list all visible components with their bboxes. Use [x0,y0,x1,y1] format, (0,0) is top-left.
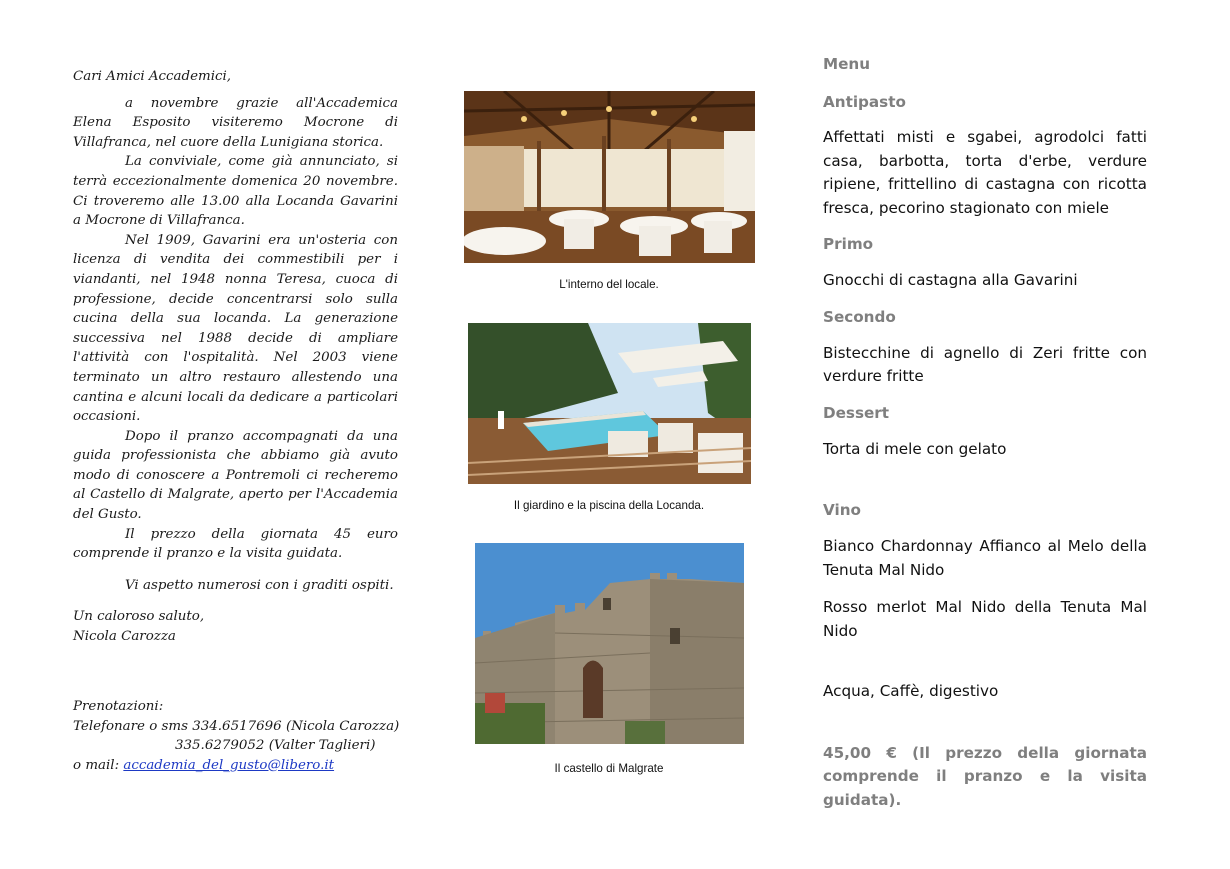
menu-heading-secondo: Secondo [823,307,896,326]
booking-title: Prenotazioni: [73,699,164,714]
letter-paragraph: Nel 1909, Gavarini era un'osteria con licenza di vendita dei commestibili per i viandanti, nel 1948 nonna Teresa, cuoca di professione, decide concentrarsi solo sulla cucina della sua locanda. La generazione successiva nel 1988 decide di ampliare l'attività con l'ospitalità. Nel 2003 viene terminato un altro restauro allestendo una cantina e alcuni locali da dedicare a particolari occasioni. [73,232,398,425]
castle-photo [475,543,744,744]
menu-column [823,53,1147,812]
letter-signoff: Un caloroso saluto, [73,609,205,625]
menu-price: 45,00 € (Il prezzo della giornata comprende il pranzo e la visita guidata). [823,743,1147,809]
menu-secondo: Bistecchine di agnello di Zeri fritte con verdure fritte [823,343,1147,385]
menu-dessert: Torta di mele con gelato [823,439,1007,458]
letter-signature: Nicola Carozza [73,629,176,645]
letter-salutation: Cari Amici Accademici, [73,69,232,84]
menu-title: Menu [823,55,871,73]
menu-bevande: Acqua, Caffè, digestivo [823,682,999,700]
menu-vino-bianco: Bianco Chardonnay Affianco al Melo della Tenuta Mal Nido [823,537,1147,579]
invitation-letter [73,67,398,647]
letter-paragraph: La conviviale, come già annunciato, si terrà eccezionalmente domenica 20 novembre. Ci troveremo alle 13.00 alla Locanda Gavarini a Mocrone di Villafranca. [73,154,398,229]
menu-antipasto: Affettati misti e sgabei, agrodolci fatti casa, barbotta, torta d'erbe, verdure ripiene, frittellino di castagna con ricotta fresca, pecorino stagionato con miele [823,128,1147,217]
menu-heading-vino: Vino [823,501,861,519]
letter-paragraph: Il prezzo della giornata 45 euro comprende il pranzo e la visita guidata. [73,526,398,562]
menu-heading-antipasto: Antipasto [823,93,906,111]
menu-primo: Gnocchi di castagna alla Gavarini [823,271,1078,289]
booking-mail-label: o mail: [73,757,124,773]
menu-heading-primo: Primo [823,235,874,253]
interior-caption: L'interno del locale. [559,278,659,291]
letter-paragraph: Dopo il pranzo accompagnati da una guida professionista che abbiamo già avuto modo di conoscere a Pontremoli ci recheremo al Castello di Malgrate, aperto per l'Accademia del Gusto. [73,428,398,523]
menu-heading-dessert: Dessert [823,403,890,422]
garden-pool-photo [468,323,751,484]
booking-mail [73,756,403,776]
booking-phone: Telefonare o sms 334.6517696 (Nicola Carozza) [73,718,400,734]
garden-pool-caption: Il giardino e la piscina della Locanda. [513,499,705,512]
letter-paragraph: a novembre grazie all'Accademica Elena Esposito visiteremo Mocrone di Villafranca, nel cuore della Lunigiana storica. [73,95,398,150]
menu-vino-rosso: Rosso merlot Mal Nido della Tenuta Mal Nido [823,598,1147,640]
booking-info [73,697,403,775]
booking-phone: 335.6279052 (Valter Taglieri) [175,738,376,754]
letter-invite: Vi aspetto numerosi con i graditi ospiti. [125,577,394,593]
interior-photo [464,91,755,263]
castle-caption: Il castello di Malgrate [554,762,664,775]
email-link[interactable]: accademia_del_gusto@libero.it [123,757,335,773]
